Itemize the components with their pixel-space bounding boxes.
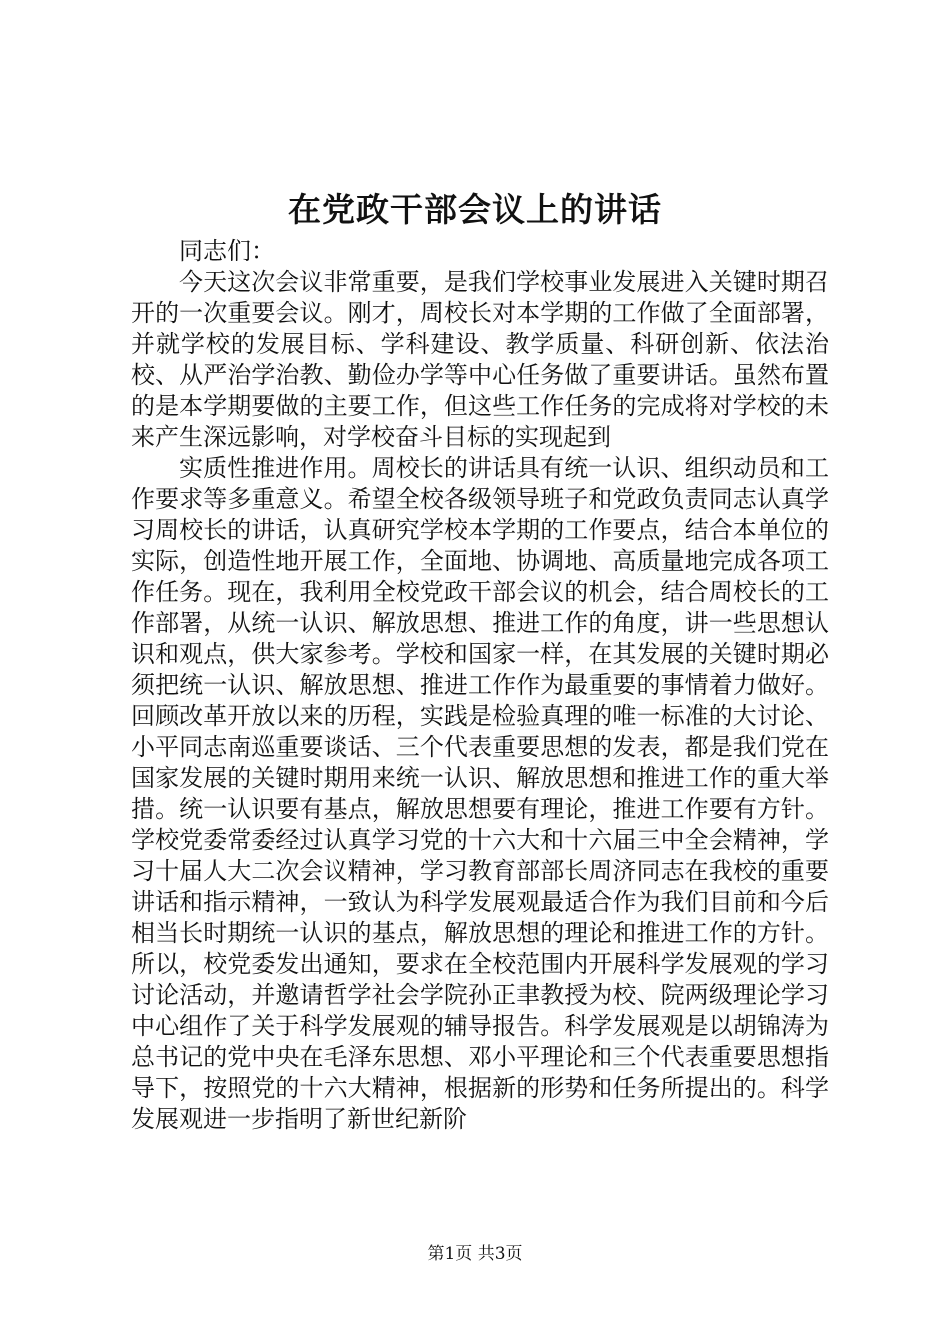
document-title: 在党政干部会议上的讲话 xyxy=(288,190,662,229)
paragraph-2: 实质性推进作用。周校长的讲话具有统一认识、组织动员和工作要求等多重意义。希望全校各级领导班子和党政负责同志认真学习周校长的讲话，认真研究学校本学期的工作要点，结合本单位的实际，创造性地开展工作，全面地、协调地、高质量地完成各项工作任务。现在，我利用全校党政干部会议的机会，结合周校长的工作部署，从统一认识、解放思想、推进工作的角度，讲一些思想认识和观点，供大家参考。学校和国家一样，在其发展的关键时期必须把统一认识、解放思想、推进工作作为最重要的事情着力做好。回顾改革开放以来的历程，实践是检验真理的唯一标准的大讨论、小平同志南巡重要谈话、三个代表重要思想的发表，都是我们党在国家发展的关键时期用来统一认识、解放思想和推进工作的重大举措。统一认识要有基点，解放思想要有理论，推进工作要有方针。学校党委常委经过认真学习党的十六大和十六届三中全会精神，学习十届人大二次会议精神，学习教育部部长周济同志在我校的重要讲话和指示精神，一致认为科学发展观最适合作为我们目前和今后相当长时期统一认识的基点，解放思想的理论和推进工作的方针。所以，校党委发出通知，要求在全校范围内开展科学发展观的学习讨论活动，并邀请哲学社会学院孙正聿教授为校、院两级理论学习中心组作了关于科学发展观的辅导报告。科学发展观是以胡锦涛为总书记的党中央在毛泽东思想、邓小平理论和三个代表重要思想指导下，按照党的十六大精神，根据新的形势和任务所提出的。科学发展观进一步指明了新世纪新阶 xyxy=(131,454,829,1133)
document-body xyxy=(131,236,829,1135)
paragraph-1: 今天这次会议非常重要，是我们学校事业发展进入关键时期召开的一次重要会议。刚才，周校长对本学期的工作做了全面部署，并就学校的发展目标、学科建设、教学质量、科研创新、依法治校、从严治学治教、勤俭办学等中心任务做了重要讲话。虽然布置的是本学期要做的主要工作，但这些工作任务的完成将对学校的未来产生深远影响，对学校奋斗目标的实现起到 xyxy=(131,268,829,451)
salutation: 同志们： xyxy=(179,237,275,265)
page-footer: 第1页 共3页 xyxy=(427,1244,523,1264)
